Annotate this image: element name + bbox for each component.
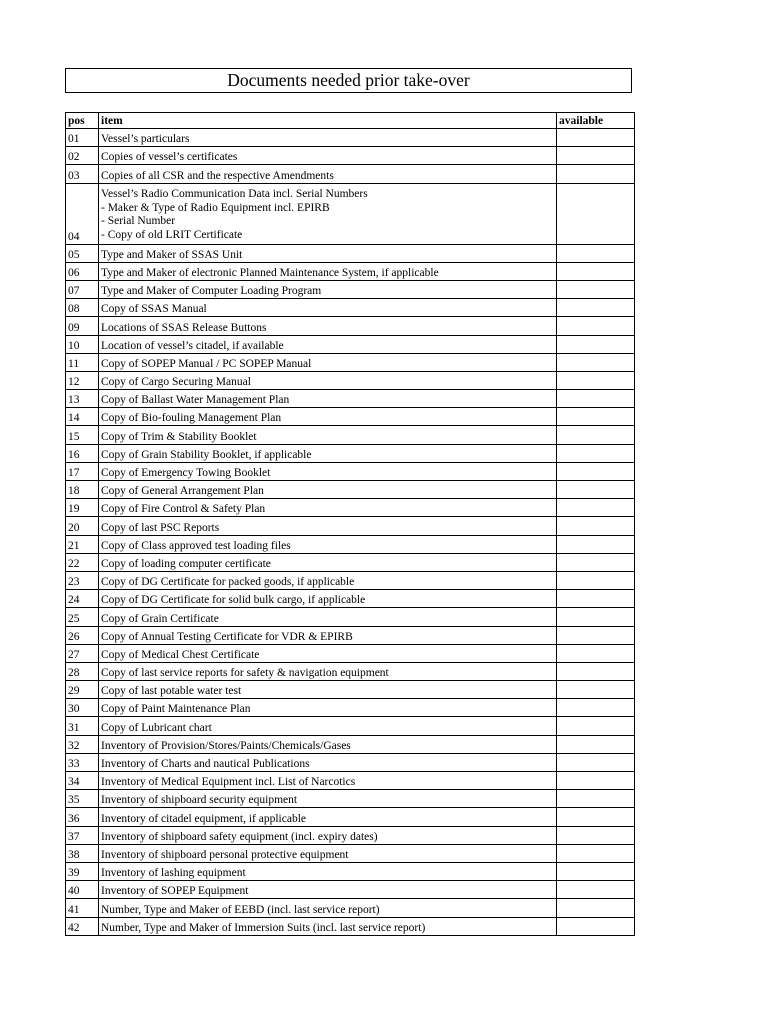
row-available-cell [557, 317, 635, 335]
documents-table [65, 112, 635, 936]
row-available-cell [557, 408, 635, 426]
table-row [66, 408, 635, 426]
row-available-cell [557, 499, 635, 517]
row-item: Copy of Bio-fouling Management Plan [99, 408, 557, 426]
row-item: Number, Type and Maker of Immersion Suits (incl. last service report) [99, 917, 557, 935]
row-item: Copies of all CSR and the respective Amendments [99, 165, 557, 183]
row-available-cell [557, 183, 635, 244]
table-row [66, 699, 635, 717]
row-item-line: - Copy of old LRIT Certificate [101, 228, 243, 241]
row-pos: 14 [66, 408, 99, 426]
row-available-cell [557, 862, 635, 880]
row-available-cell [557, 165, 635, 183]
row-item: Inventory of shipboard security equipment [99, 790, 557, 808]
row-available-cell [557, 790, 635, 808]
row-pos: 39 [66, 862, 99, 880]
table-row [66, 662, 635, 680]
row-item: Copy of Medical Chest Certificate [99, 644, 557, 662]
row-available-cell [557, 844, 635, 862]
table-row [66, 753, 635, 771]
row-available-cell [557, 444, 635, 462]
row-available-cell [557, 917, 635, 935]
row-item: Copy of Fire Control & Safety Plan [99, 499, 557, 517]
table-row [66, 462, 635, 480]
row-item: Copy of Class approved test loading files [99, 535, 557, 553]
row-item: Type and Maker of Computer Loading Program [99, 280, 557, 298]
row-pos: 42 [66, 917, 99, 935]
row-item: Inventory of shipboard personal protective equipment [99, 844, 557, 862]
table-row [66, 808, 635, 826]
row-item: Copy of Paint Maintenance Plan [99, 699, 557, 717]
row-item: Copy of DG Certificate for solid bulk cargo, if applicable [99, 590, 557, 608]
row-item: Locations of SSAS Release Buttons [99, 317, 557, 335]
row-item: Copies of vessel’s certificates [99, 147, 557, 165]
table-row [66, 147, 635, 165]
table-row [66, 790, 635, 808]
row-available-cell [557, 462, 635, 480]
row-pos: 09 [66, 317, 99, 335]
row-available-cell [557, 129, 635, 147]
row-pos: 41 [66, 899, 99, 917]
row-pos: 03 [66, 165, 99, 183]
table-row [66, 626, 635, 644]
row-item [99, 183, 557, 244]
row-available-cell [557, 481, 635, 499]
row-available-cell [557, 371, 635, 389]
row-available-cell [557, 881, 635, 899]
row-pos: 33 [66, 753, 99, 771]
row-pos: 35 [66, 790, 99, 808]
row-pos: 22 [66, 553, 99, 571]
row-available-cell [557, 353, 635, 371]
row-pos: 01 [66, 129, 99, 147]
table-row [66, 717, 635, 735]
row-item: Inventory of Medical Equipment incl. List of Narcotics [99, 772, 557, 790]
row-item: Location of vessel’s citadel, if available [99, 335, 557, 353]
row-available-cell [557, 335, 635, 353]
row-available-cell [557, 808, 635, 826]
table-row [66, 644, 635, 662]
row-available-cell [557, 390, 635, 408]
row-pos: 23 [66, 571, 99, 589]
row-item-line: Vessel’s Radio Communication Data incl. Serial Numbers [101, 188, 368, 201]
row-item: Type and Maker of electronic Planned Maintenance System, if applicable [99, 262, 557, 280]
row-pos: 32 [66, 735, 99, 753]
row-pos: 21 [66, 535, 99, 553]
row-pos: 37 [66, 826, 99, 844]
table-row [66, 444, 635, 462]
row-pos: 02 [66, 147, 99, 165]
row-item: Copy of Grain Stability Booklet, if applicable [99, 444, 557, 462]
row-available-cell [557, 699, 635, 717]
header-item: item [99, 113, 557, 129]
row-pos: 15 [66, 426, 99, 444]
row-item: Inventory of Provision/Stores/Paints/Chemicals/Gases [99, 735, 557, 753]
row-item: Copy of last PSC Reports [99, 517, 557, 535]
row-item: Copy of SSAS Manual [99, 299, 557, 317]
table-row [66, 772, 635, 790]
row-pos: 07 [66, 280, 99, 298]
table-row [66, 317, 635, 335]
header-pos: pos [66, 113, 99, 129]
row-item: Copy of SOPEP Manual / PC SOPEP Manual [99, 353, 557, 371]
row-available-cell [557, 280, 635, 298]
row-pos: 16 [66, 444, 99, 462]
row-available-cell [557, 262, 635, 280]
row-pos: 20 [66, 517, 99, 535]
row-item: Inventory of lashing equipment [99, 862, 557, 880]
table-row [66, 844, 635, 862]
table-row [66, 917, 635, 935]
row-available-cell [557, 608, 635, 626]
table-row [66, 571, 635, 589]
row-item: Copy of Grain Certificate [99, 608, 557, 626]
row-item-line: - Maker & Type of Radio Equipment incl. EPIRB [101, 201, 330, 214]
row-available-cell [557, 644, 635, 662]
row-item: Vessel’s particulars [99, 129, 557, 147]
table-row [66, 590, 635, 608]
row-available-cell [557, 826, 635, 844]
row-pos: 29 [66, 681, 99, 699]
table-row [66, 353, 635, 371]
row-item: Inventory of Charts and nautical Publications [99, 753, 557, 771]
row-item: Copy of Ballast Water Management Plan [99, 390, 557, 408]
table-row [66, 299, 635, 317]
row-pos: 04 [66, 183, 99, 244]
table-row [66, 608, 635, 626]
table-row [66, 371, 635, 389]
table-row [66, 517, 635, 535]
table-row [66, 535, 635, 553]
row-pos: 18 [66, 481, 99, 499]
row-available-cell [557, 571, 635, 589]
row-item: Copy of DG Certificate for packed goods, if applicable [99, 571, 557, 589]
row-pos: 28 [66, 662, 99, 680]
row-pos: 31 [66, 717, 99, 735]
row-item: Copy of Lubricant chart [99, 717, 557, 735]
table-row [66, 129, 635, 147]
header-available: available [557, 113, 635, 129]
row-item: Copy of Annual Testing Certificate for VDR & EPIRB [99, 626, 557, 644]
row-available-cell [557, 626, 635, 644]
row-available-cell [557, 535, 635, 553]
row-available-cell [557, 517, 635, 535]
row-available-cell [557, 899, 635, 917]
row-pos: 19 [66, 499, 99, 517]
row-pos: 05 [66, 244, 99, 262]
table-row [66, 899, 635, 917]
table-row [66, 335, 635, 353]
row-item: Copy of General Arrangement Plan [99, 481, 557, 499]
row-available-cell [557, 662, 635, 680]
table-row [66, 165, 635, 183]
table-row [66, 826, 635, 844]
row-available-cell [557, 753, 635, 771]
row-item: Copy of Trim & Stability Booklet [99, 426, 557, 444]
table-row [66, 280, 635, 298]
table-body [66, 129, 635, 936]
row-available-cell [557, 553, 635, 571]
row-item: Copy of Emergency Towing Booklet [99, 462, 557, 480]
row-pos: 36 [66, 808, 99, 826]
table-row [66, 390, 635, 408]
row-available-cell [557, 299, 635, 317]
table-row [66, 481, 635, 499]
table-row [66, 262, 635, 280]
row-pos: 26 [66, 626, 99, 644]
row-available-cell [557, 772, 635, 790]
table-row [66, 862, 635, 880]
table-header-row [66, 113, 635, 129]
row-pos: 38 [66, 844, 99, 862]
row-available-cell [557, 681, 635, 699]
row-pos: 11 [66, 353, 99, 371]
row-available-cell [557, 590, 635, 608]
row-pos: 12 [66, 371, 99, 389]
row-pos: 27 [66, 644, 99, 662]
row-pos: 06 [66, 262, 99, 280]
row-available-cell [557, 717, 635, 735]
row-item: Inventory of SOPEP Equipment [99, 881, 557, 899]
table-row [66, 183, 635, 244]
table-row [66, 426, 635, 444]
table-row [66, 499, 635, 517]
row-pos: 08 [66, 299, 99, 317]
row-item: Copy of last service reports for safety & navigation equipment [99, 662, 557, 680]
row-pos: 10 [66, 335, 99, 353]
document-title: Documents needed prior take-over [65, 68, 632, 93]
row-available-cell [557, 426, 635, 444]
row-item: Copy of last potable water test [99, 681, 557, 699]
row-available-cell [557, 147, 635, 165]
row-available-cell [557, 244, 635, 262]
row-item: Copy of loading computer certificate [99, 553, 557, 571]
row-item: Number, Type and Maker of EEBD (incl. last service report) [99, 899, 557, 917]
row-pos: 24 [66, 590, 99, 608]
row-pos: 25 [66, 608, 99, 626]
row-pos: 13 [66, 390, 99, 408]
row-pos: 34 [66, 772, 99, 790]
row-item: Type and Maker of SSAS Unit [99, 244, 557, 262]
row-pos: 30 [66, 699, 99, 717]
row-available-cell [557, 735, 635, 753]
row-item: Inventory of citadel equipment, if applicable [99, 808, 557, 826]
table-row [66, 735, 635, 753]
row-item: Copy of Cargo Securing Manual [99, 371, 557, 389]
row-item: Inventory of shipboard safety equipment (incl. expiry dates) [99, 826, 557, 844]
table-row [66, 553, 635, 571]
table-row [66, 681, 635, 699]
row-pos: 17 [66, 462, 99, 480]
row-item-line: - Serial Number [101, 215, 176, 228]
table-row [66, 881, 635, 899]
table-row [66, 244, 635, 262]
row-pos: 40 [66, 881, 99, 899]
